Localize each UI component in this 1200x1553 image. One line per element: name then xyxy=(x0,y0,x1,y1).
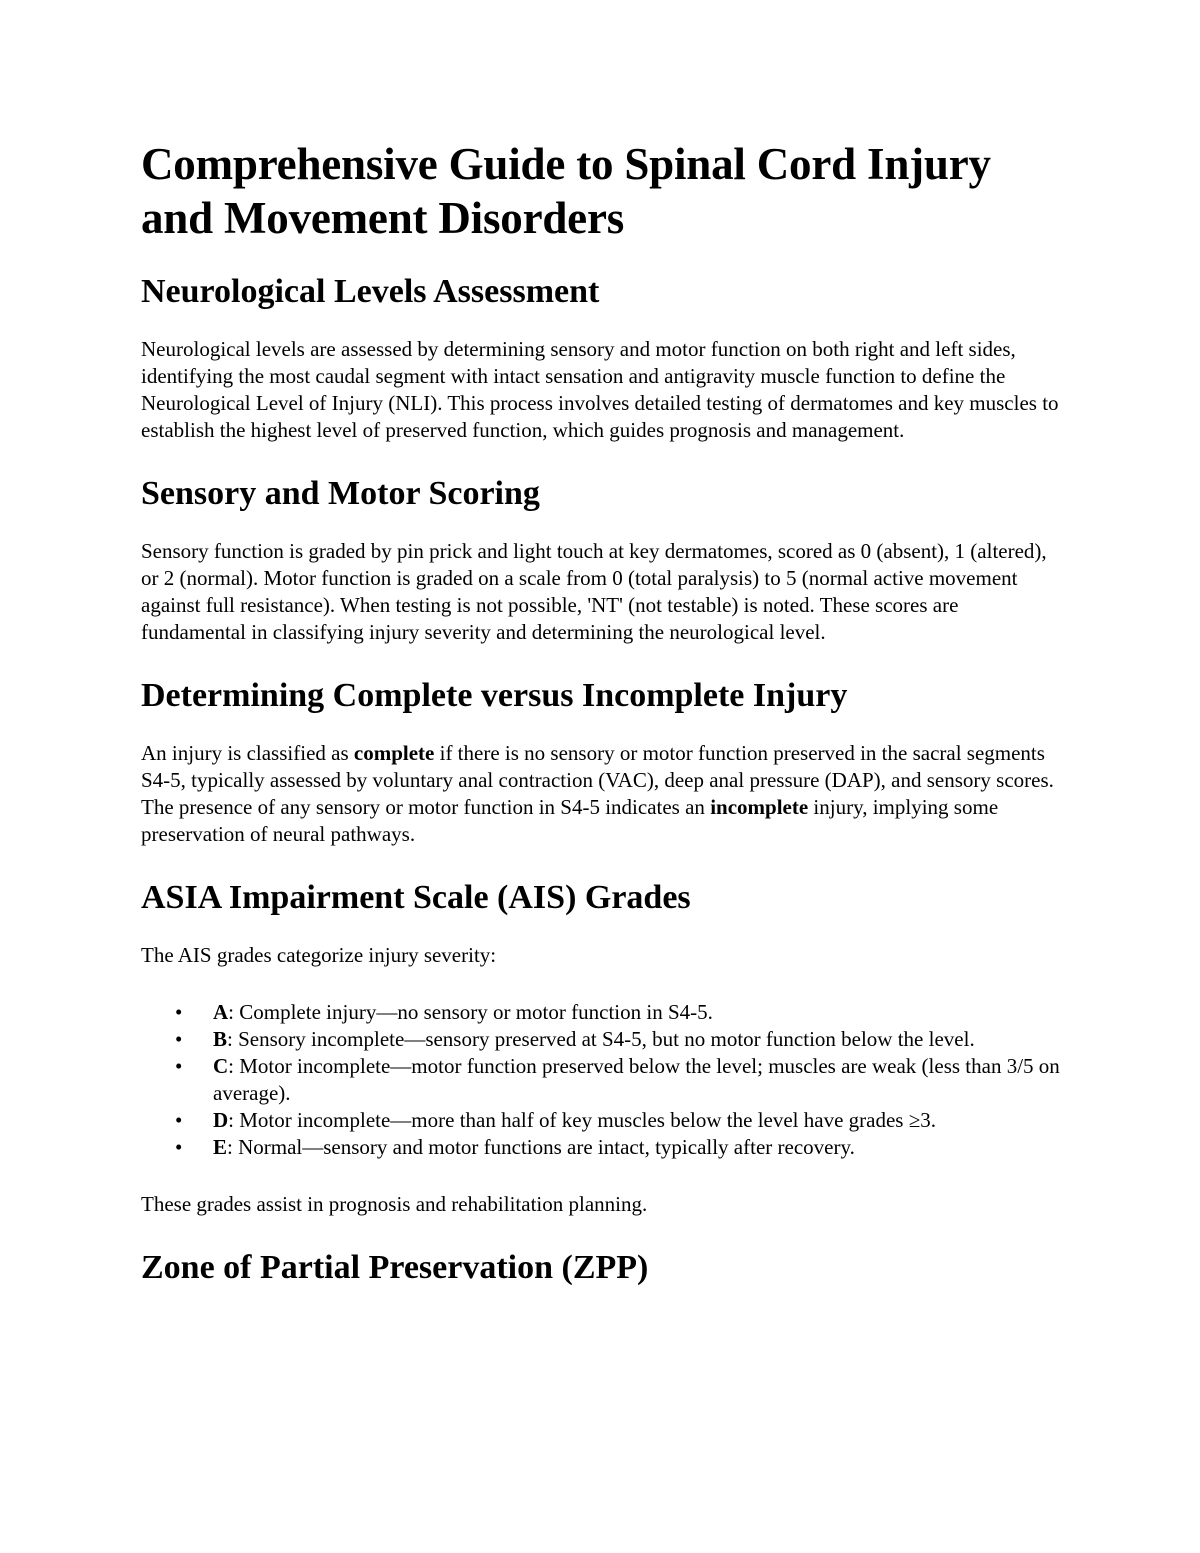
heading-ais-grades: ASIA Impairment Scale (AIS) Grades xyxy=(141,879,691,916)
text-run: An injury is classified as xyxy=(141,741,354,765)
list-item xyxy=(213,1026,1066,1053)
grade-letter: C xyxy=(213,1054,229,1078)
ais-grade-list xyxy=(141,999,1066,1161)
grade-text: : Sensory incomplete—sensory preserved at S4-5, but no motor function below the level. xyxy=(227,1027,975,1051)
list-item xyxy=(213,999,1066,1026)
heading-complete-vs-incomplete: Determining Complete versus Incomplete Injury xyxy=(141,677,848,714)
document-title: Comprehensive Guide to Spinal Cord Injury and Movement Disorders xyxy=(141,139,991,243)
text-run: if there is no sensory or motor function preserved in the sacral segments S4-5, typically assessed by voluntary anal contraction (VAC), deep anal pressure (DAP), and sensory scores. The presence of any sensory or motor function in S4-5 indicates an xyxy=(141,741,1054,819)
heading-neurological-levels: Neurological Levels Assessment xyxy=(141,273,600,310)
heading-zpp: Zone of Partial Preservation (ZPP) xyxy=(141,1249,649,1286)
grade-text: : Motor incomplete—motor function preserved below the level; muscles are weak (less than 3/5 on average). xyxy=(213,1054,1060,1105)
bold-term-incomplete: incomplete xyxy=(710,795,809,819)
list-item xyxy=(213,1053,1066,1107)
list-item xyxy=(213,1107,1066,1134)
paragraph-ais-intro: The AIS grades categorize injury severity: xyxy=(141,943,497,967)
grade-letter: B xyxy=(213,1027,228,1051)
bold-term-complete: complete xyxy=(353,741,435,765)
paragraph-complete-vs-incomplete xyxy=(141,740,1066,848)
list-item xyxy=(213,1134,1066,1161)
grade-text: : Normal—sensory and motor functions are intact, typically after recovery. xyxy=(227,1135,855,1159)
grade-letter: D xyxy=(213,1108,229,1132)
paragraph-sensory-motor-scoring: Sensory function is graded by pin prick and light touch at key dermatomes, scored as 0 (absent), 1 (altered), or 2 (normal). Motor function is graded on a scale from 0 (total paralysis) to 5 (normal active movement against full resistance). When testing is not possible, 'NT' (not testable) is noted. These scores are fundamental in classifying injury severity and determining the neurological level. xyxy=(141,539,1047,644)
grade-letter: A xyxy=(213,1000,229,1024)
grade-text: : Motor incomplete—more than half of key muscles below the level have grades ≥3. xyxy=(228,1108,936,1132)
document-page xyxy=(141,137,1066,1312)
paragraph-ais-outro: These grades assist in prognosis and rehabilitation planning. xyxy=(141,1192,648,1216)
heading-sensory-motor-scoring: Sensory and Motor Scoring xyxy=(141,475,540,512)
grade-text: : Complete injury—no sensory or motor function in S4-5. xyxy=(228,1000,713,1024)
text-run: injury, implying some preservation of neural pathways. xyxy=(141,795,999,846)
grade-letter: E xyxy=(213,1135,228,1159)
paragraph-neurological-levels: Neurological levels are assessed by determining sensory and motor function on both right and left sides, identifying the most caudal segment with intact sensation and antigravity muscle function to define the Neurological Level of Injury (NLI). This process involves detailed testing of dermatomes and key muscles to establish the highest level of preserved function, which guides prognosis and management. xyxy=(141,337,1059,442)
